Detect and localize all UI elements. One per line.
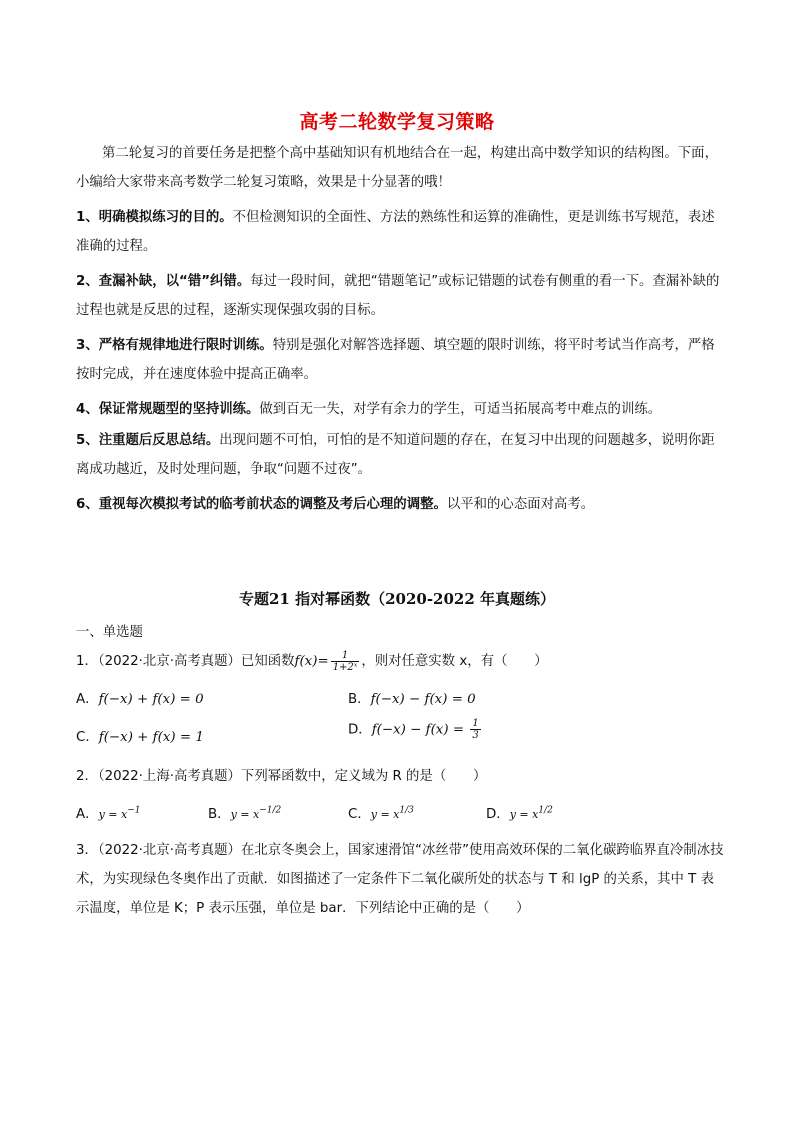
question-3-stem: 3．（2022·北京·高考真题）在北京冬奥会上，国家速滑馆“冰丝带”使用高效环保的二氧化碳跨临界直冷制冰技术，为实现绿色冬奥作出了贡献．如图描述了一定条件下二氧化碳所处的状态与 T 和 lgP 的关系，其中 T 表示温度，单位是 K；P 表示压强，单位是 bar．下列结论中正确的是（ ）	[76, 843, 724, 916]
option-expression: f(−x) − f(x) = 0	[370, 692, 476, 707]
strategy-text: 特别是强化对解答选择题、填空题的限时训练，将平时考试当作高考，严格按时完成，并在速度体验中提高正确率。	[76, 338, 715, 382]
option-exponent: 1/3	[399, 805, 414, 816]
option-d-fraction	[470, 718, 480, 741]
option-label: A．	[76, 692, 99, 707]
option-a[interactable]	[76, 688, 204, 707]
strategy-heading: 2、查漏补缺，以“错”纠错。	[76, 274, 251, 289]
option-label: B．	[208, 807, 231, 822]
option-label: D．	[348, 722, 372, 738]
option-label: B．	[348, 692, 371, 707]
strategy-item	[76, 490, 724, 519]
fraction-numerator: 1	[472, 718, 479, 729]
question-2-stem: 2．（2022·上海·高考真题）下列幂函数中，定义域为 R 的是（ ）	[76, 769, 487, 784]
option-exponent: −1	[127, 805, 141, 816]
question-1-prefix: 1．（2022·北京·高考真题）已知函数	[76, 654, 295, 669]
strategy-heading: 4、保证常规题型的坚持训练。	[76, 402, 260, 417]
strategy-item	[76, 395, 724, 424]
strategy-item	[76, 203, 724, 261]
strategy-text: 不但检测知识的全面性、方法的熟练性和运算的准确性，更是训练书写规范，表述准确的过程。	[76, 210, 715, 254]
strategy-item	[76, 426, 724, 484]
option-label: C．	[348, 807, 371, 822]
strategy-heading: 6、重视每次模拟考试的临考前状态的调整及考后心理的调整。	[76, 497, 447, 512]
strategy-heading: 3、严格有规律地进行限时训练。	[76, 338, 273, 353]
option-base: y = x	[98, 808, 128, 821]
strategy-item	[76, 331, 724, 389]
option-b[interactable]	[348, 688, 476, 707]
option-exponent: −1/2	[259, 805, 282, 816]
option-expression: f(−x) + f(x) = 0	[98, 692, 204, 707]
question-1-stem	[76, 647, 724, 676]
option-label: C．	[76, 730, 99, 745]
section-heading: 一、单选题	[76, 625, 143, 640]
page-title: 高考二轮数学复习策略	[299, 111, 495, 133]
option-c[interactable]	[348, 803, 414, 822]
option-b[interactable]	[208, 803, 281, 822]
strategy-heading: 5、注重题后反思总结。	[76, 433, 220, 448]
topic-heading: 专题21 指对幂函数（2020-2022 年真题练）	[238, 590, 556, 608]
strategy-text: 出现问题不可怕，可怕的是不知道问题的存在，在复习中出现的问题越多，说明你距离成功越近，及时处理问题，争取“问题不过夜”。	[76, 433, 715, 477]
fraction-denominator: 3	[472, 730, 479, 741]
option-label: D．	[486, 807, 510, 822]
strategy-heading: 1、明确模拟练习的目的。	[76, 210, 233, 225]
question-1-options-row-1	[76, 688, 726, 716]
option-d[interactable]	[348, 718, 483, 741]
strategy-text: 每过一段时间，就把“错题笔记”或标记错题的试卷有侧重的看一下。查漏补缺的过程也就是反思的过程，逐渐实现保强攻弱的目标。	[76, 274, 720, 318]
strategy-item	[76, 267, 724, 325]
intro-paragraph: 第二轮复习的首要任务是把整个高中基础知识有机地结合在一起，构建出高中数学知识的结构图。下面，小编给大家带来高考数学二轮复习策略，效果是十分显著的哦！	[76, 146, 718, 190]
question-1-suffix: ，则对任意实数 x，有（ ）	[361, 654, 548, 669]
strategy-text: 做到百无一失，对学有余力的学生，可适当拓展高考中难点的训练。	[259, 402, 662, 417]
question-1-options-row-2	[76, 718, 726, 754]
question-1-fraction	[331, 650, 360, 673]
question-2-options-row	[76, 803, 726, 831]
option-base: y = x	[230, 808, 260, 821]
option-expression: f(−x) + f(x) = 1	[98, 730, 204, 745]
option-exponent: 1/2	[538, 805, 553, 816]
fraction-numerator: 1	[331, 650, 360, 662]
option-base: y = x	[509, 808, 539, 821]
option-c[interactable]	[76, 726, 204, 745]
option-a[interactable]	[76, 803, 140, 822]
option-base: y = x	[370, 808, 400, 821]
option-expression: f(−x) − f(x) =	[371, 722, 469, 738]
option-d[interactable]	[486, 803, 553, 822]
option-label: A．	[76, 807, 99, 822]
question-1-function: f(x)=	[294, 654, 329, 669]
fraction-denominator: 1+2ˣ	[332, 661, 358, 673]
strategy-text: 以平和的心态面对高考。	[446, 497, 595, 512]
